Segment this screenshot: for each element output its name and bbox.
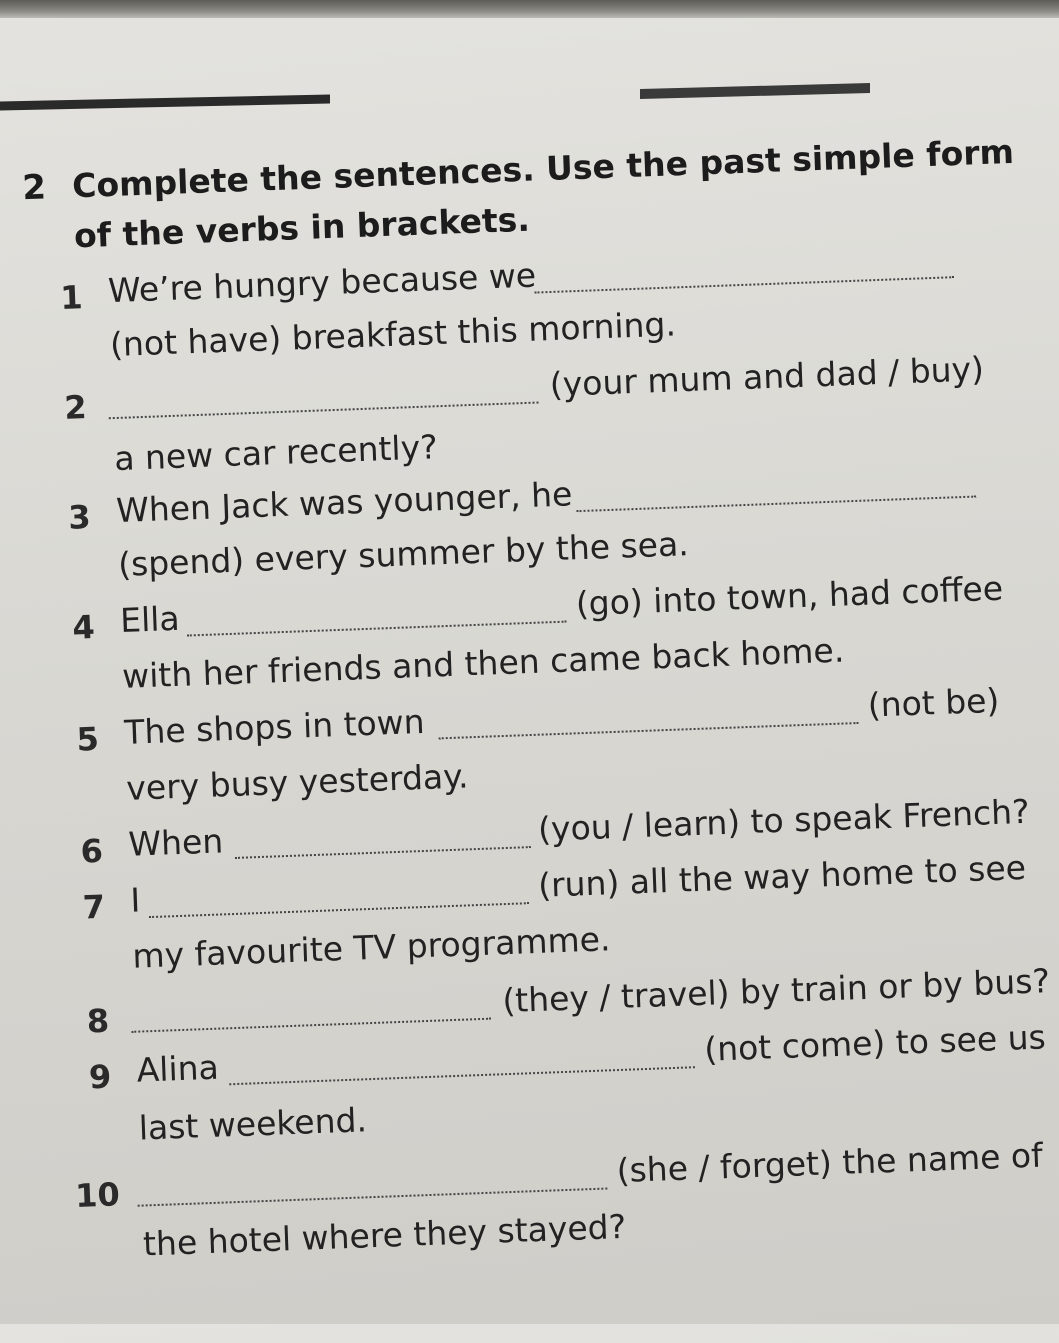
sentence-text: (you / learn) to speak French? (537, 791, 1031, 849)
answer-blank[interactable] (439, 722, 859, 739)
item-number: 6 (79, 831, 104, 871)
sentence-text: very busy yesterday. (125, 756, 470, 808)
item-number: 8 (86, 1001, 110, 1041)
sentence-text: with her friends and then came back home. (121, 630, 845, 696)
answer-blank[interactable] (534, 276, 954, 293)
item-number: 3 (67, 497, 92, 537)
sentence-text: (not have) breakfast this morning. (109, 304, 677, 365)
instruction-line-1: Complete the sentences. Use the past simple form (71, 131, 1015, 206)
sentence-text: Alina (135, 1047, 220, 1090)
answer-blank[interactable] (187, 621, 567, 637)
item-number: 9 (88, 1057, 112, 1097)
answer-blank[interactable] (229, 1066, 695, 1085)
sentence-text: We’re hungry because we (107, 255, 537, 311)
sentence-text: (not come) to see us (703, 1017, 1047, 1069)
answer-blank[interactable] (576, 496, 976, 513)
exercise-number: 2 (21, 167, 47, 209)
sentence-text: (spend) every summer by the sea. (117, 524, 690, 584)
sentence-text: (go) into town, had coffee (575, 568, 1004, 624)
sentence-text: (your mum and dad / buy) (549, 349, 985, 405)
answer-blank[interactable] (235, 846, 531, 859)
instruction-line-2: of the verbs in brackets. (73, 199, 531, 256)
exercise-heading (21, 131, 1015, 256)
sentence-text: last weekend. (138, 1100, 368, 1148)
item-number: 2 (63, 388, 88, 427)
answer-blank[interactable] (138, 1188, 608, 1207)
item-number: 5 (75, 719, 100, 759)
answer-blank[interactable] (131, 1018, 491, 1033)
sentence-text: When (127, 821, 224, 864)
sentence-text: (run) all the way home to see (537, 847, 1027, 905)
sentence-text: Ella (119, 598, 181, 640)
item-number: 10 (74, 1175, 121, 1215)
sentence-text: (she / forget) the name of (615, 1135, 1044, 1191)
answer-blank[interactable] (149, 902, 529, 918)
sentence-text: the hotel where they stayed? (142, 1206, 627, 1264)
item-number: 1 (59, 278, 84, 317)
sentence-text: (not be) (867, 680, 1000, 725)
answer-blank[interactable] (109, 401, 539, 419)
sentence-text: my favourite TV programme. (131, 919, 612, 976)
item-number: 4 (71, 607, 96, 647)
sentence-text: I (129, 880, 141, 920)
sentence-text: When Jack was younger, he (115, 474, 574, 531)
item-number: 7 (82, 887, 106, 927)
sentence-text: The shops in town (123, 701, 426, 752)
sentence-text: a new car recently? (113, 427, 439, 479)
sentence-text: (they / travel) by train or by bus? (501, 961, 1051, 1021)
